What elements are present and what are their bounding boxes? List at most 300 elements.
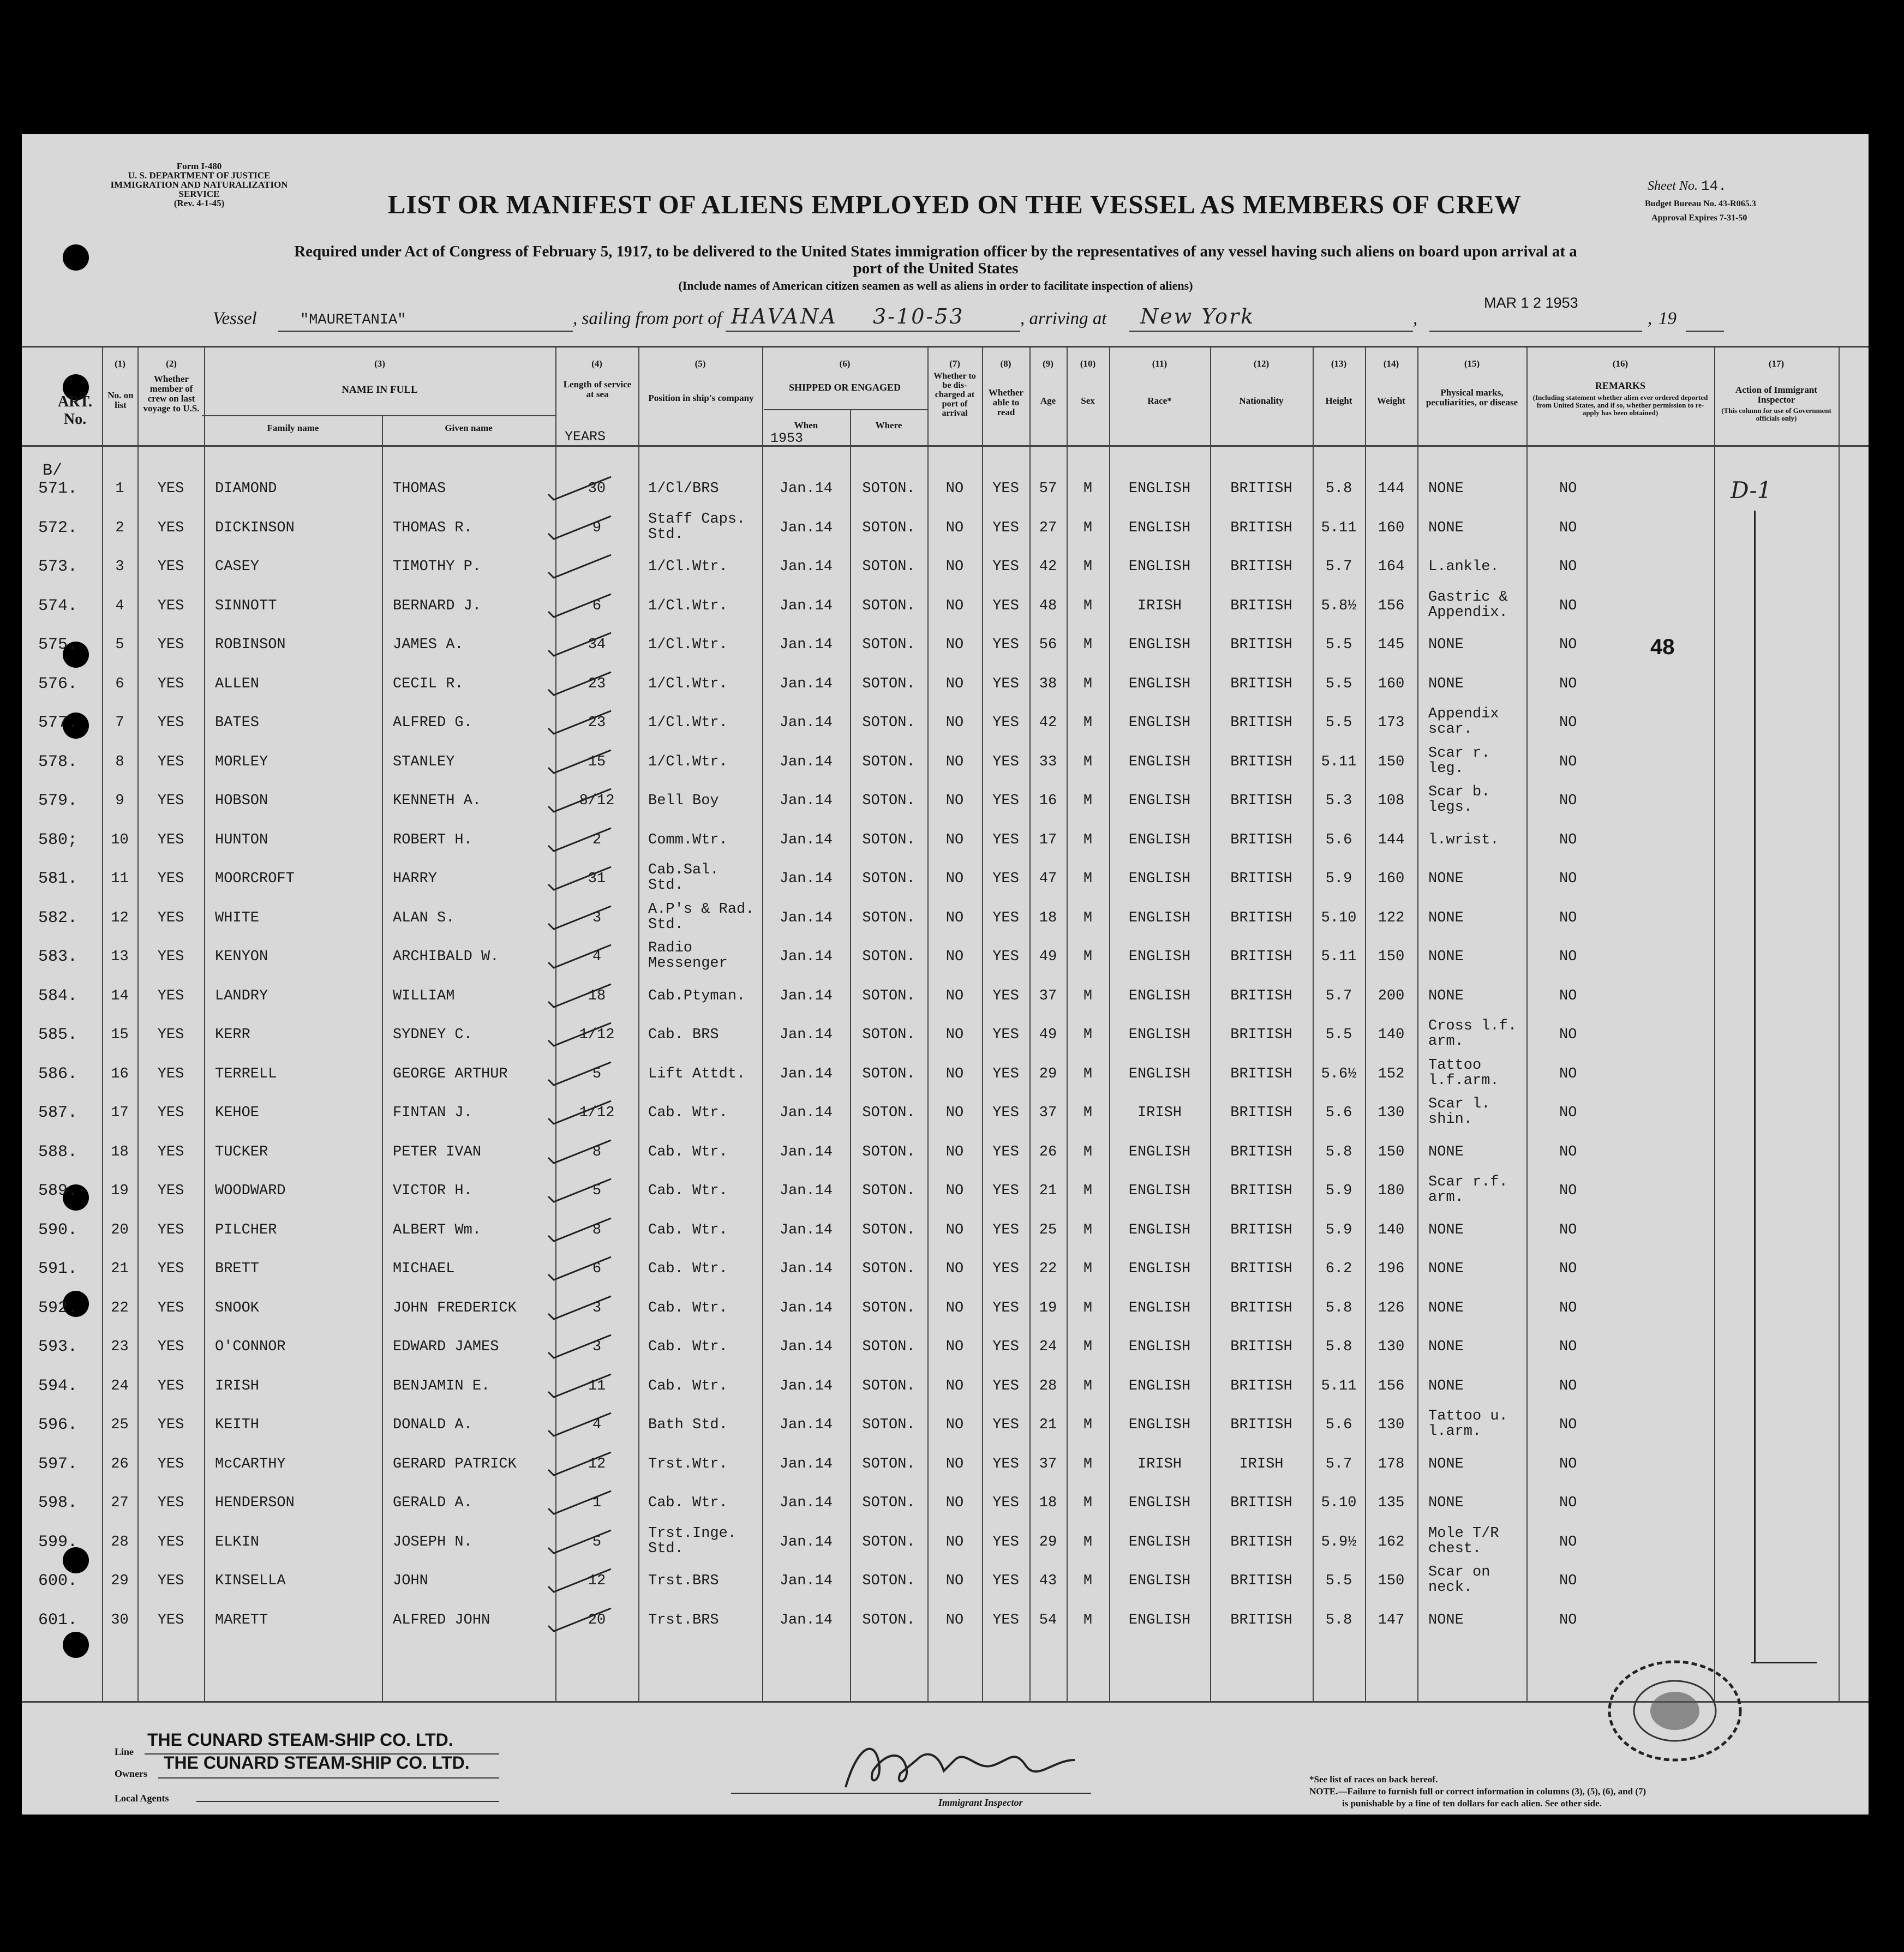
cell-pos: 1/Cl.Wtr. — [648, 715, 728, 731]
cell-dis: NO — [945, 1534, 964, 1550]
cell-where: SOTON. — [862, 1065, 915, 1082]
cell-no: 2 — [115, 519, 124, 536]
cell-no: 21 — [111, 1261, 129, 1277]
cell-wt: 150 — [1378, 1143, 1405, 1160]
cell-marks: Mole T/R chest. — [1428, 1525, 1499, 1557]
cell-dis: NO — [945, 715, 964, 731]
cell-where: SOTON. — [862, 1222, 915, 1238]
cell-svc: 18 — [588, 987, 606, 1004]
cell-family: KENYON — [215, 949, 268, 965]
header-able-to-read: Whether able to read — [988, 387, 1024, 417]
cell-family: O'CONNOR — [215, 1339, 286, 1355]
cell-age: 57 — [1039, 481, 1057, 497]
cell-pos: Trst.Wtr. — [648, 1456, 728, 1472]
cell-given: PETER IVAN — [393, 1143, 482, 1160]
cell-read: YES — [992, 1222, 1019, 1238]
cell-sex: M — [1083, 1261, 1093, 1277]
cell-ht: 5.8 — [1325, 481, 1352, 497]
cell-no: 1 — [115, 481, 124, 497]
cell-read: YES — [992, 909, 1019, 926]
cell-given: MICHAEL — [393, 1261, 455, 1277]
cell-given: WILLIAM — [393, 987, 455, 1004]
cell-family: MARETT — [215, 1612, 268, 1628]
cell-rem: NO — [1559, 675, 1577, 692]
cell-nat: BRITISH — [1230, 1378, 1292, 1394]
cell-no: 7 — [115, 715, 124, 731]
cell-svc: 5 — [592, 1183, 602, 1199]
race-note: *See list of races on back hereof. — [1309, 1774, 1438, 1785]
cell-where: SOTON. — [862, 519, 915, 536]
cell-rem: NO — [1559, 1495, 1577, 1511]
cell-no: 6 — [115, 675, 124, 692]
cell-ht: 5.6 — [1325, 1105, 1352, 1121]
cell-rem: NO — [1559, 1222, 1577, 1238]
cell-svc: 9 — [592, 519, 602, 536]
cell-family: MOORCROFT — [215, 871, 295, 887]
cell-race: ENGLISH — [1128, 793, 1191, 809]
cell-no: 16 — [111, 1065, 129, 1082]
cell-race: ENGLISH — [1128, 987, 1191, 1004]
check-mark-icon — [546, 590, 622, 622]
cell-rem: NO — [1559, 1261, 1577, 1277]
cell-rem: NO — [1559, 909, 1577, 926]
cell-given: SYDNEY C. — [393, 1027, 472, 1043]
cell-given: JAMES A. — [393, 637, 464, 653]
cell-marks: NONE — [1428, 1261, 1464, 1277]
cell-age: 28 — [1039, 1378, 1057, 1394]
cell-ht: 5.9 — [1325, 1222, 1352, 1238]
cell-sex: M — [1083, 1378, 1093, 1394]
cell-race: ENGLISH — [1128, 715, 1191, 731]
cell-prev: YES — [157, 1417, 184, 1433]
cell-no: 12 — [111, 909, 129, 926]
cell-when: Jan.14 — [779, 1612, 833, 1628]
cell-given: KENNETH A. — [393, 793, 482, 809]
cell-pos: Cab. Wtr. — [648, 1261, 728, 1277]
cell-read: YES — [992, 675, 1019, 692]
cell-art: 587. — [38, 1104, 78, 1122]
cell-pos: 1/Cl/BRS — [648, 481, 719, 497]
sailing-label: , sailing from port of — [573, 309, 722, 328]
cell-where: SOTON. — [862, 1105, 915, 1121]
cell-no: 23 — [111, 1339, 129, 1355]
check-mark-icon — [546, 1331, 622, 1363]
cell-read: YES — [992, 753, 1019, 770]
cell-svc: 6 — [592, 1261, 602, 1277]
cell-race: ENGLISH — [1128, 1183, 1191, 1199]
cell-sex: M — [1083, 831, 1093, 848]
cell-sex: M — [1083, 1573, 1093, 1589]
cell-svc: 2 — [592, 831, 602, 848]
header-where: Where — [875, 420, 902, 430]
sheet-label: Sheet No. — [1648, 179, 1698, 193]
cell-wt: 180 — [1378, 1183, 1405, 1199]
cell-sex: M — [1083, 559, 1093, 575]
cell-age: 24 — [1039, 1339, 1057, 1355]
cell-svc: 4 — [592, 949, 602, 965]
header-nationality: Nationality — [1239, 396, 1284, 406]
cell-prev: YES — [157, 949, 184, 965]
cell-svc: 8 — [592, 1143, 602, 1160]
cell-art: 592. — [38, 1298, 78, 1318]
cell-art: 597. — [38, 1454, 78, 1474]
cell-art: 573. — [38, 558, 78, 576]
cell-where: SOTON. — [862, 831, 915, 848]
cell-svc: 12 — [588, 1456, 606, 1472]
cell-family: ELKIN — [215, 1534, 260, 1550]
cell-art: 583. — [38, 948, 78, 966]
check-mark-icon — [546, 1019, 622, 1051]
cell-when: Jan.14 — [779, 987, 833, 1004]
cell-sex: M — [1083, 597, 1093, 614]
cell-age: 21 — [1039, 1183, 1057, 1199]
cell-art: 584. — [38, 986, 78, 1005]
cell-marks: NONE — [1428, 1612, 1464, 1628]
punch-hole — [63, 244, 89, 271]
cell-where: SOTON. — [862, 637, 915, 653]
cell-when: Jan.14 — [779, 793, 833, 809]
cell-rem: NO — [1559, 1065, 1577, 1082]
cell-when: Jan.14 — [779, 1183, 833, 1199]
cell-prev: YES — [157, 597, 184, 614]
owners-label: Owners — [115, 1768, 147, 1779]
cell-sex: M — [1083, 793, 1093, 809]
header-shipped-engaged: SHIPPED OR ENGAGED — [788, 382, 901, 393]
cell-rem: NO — [1559, 481, 1577, 497]
cell-marks: NONE — [1428, 675, 1464, 692]
cell-nat: BRITISH — [1230, 1573, 1292, 1589]
cell-when: Jan.14 — [779, 1573, 833, 1589]
cell-when: Jan.14 — [779, 481, 833, 497]
cell-rem: NO — [1559, 715, 1577, 731]
cell-ht: 5.6 — [1325, 831, 1352, 848]
cell-sex: M — [1083, 1143, 1093, 1160]
cell-rem: NO — [1559, 793, 1577, 809]
cell-rem: NO — [1559, 987, 1577, 1004]
cell-rem: NO — [1559, 637, 1577, 653]
cell-given: GERALD A. — [393, 1495, 472, 1511]
header-height: Height — [1325, 396, 1352, 406]
cell-sex: M — [1083, 1300, 1093, 1316]
cell-given: CECIL R. — [393, 675, 464, 692]
form-number: Form I-480 — [176, 161, 222, 171]
cell-race: ENGLISH — [1128, 871, 1191, 887]
cell-svc: 34 — [588, 637, 606, 653]
cell-prev: YES — [157, 1339, 184, 1355]
check-mark-icon — [546, 1370, 622, 1403]
cell-no: 13 — [111, 949, 129, 965]
sheet-value: 14. — [1701, 178, 1727, 194]
cell-read: YES — [992, 637, 1019, 653]
cell-nat: BRITISH — [1230, 753, 1292, 770]
cell-rem: NO — [1559, 1612, 1577, 1628]
cell-nat: BRITISH — [1230, 793, 1292, 809]
cell-art: 571. — [38, 480, 78, 498]
cell-art: 574. — [38, 596, 78, 615]
required-statement — [131, 243, 1740, 277]
cell-family: IRISH — [215, 1378, 260, 1394]
cell-family: BRETT — [215, 1261, 260, 1277]
cell-svc: 20 — [588, 1612, 606, 1628]
penalty-note: NOTE.—Failure to furnish full or correct information in columns (3), (5), (6), and (7) — [1309, 1786, 1646, 1797]
cell-dis: NO — [945, 871, 964, 887]
cell-dis: NO — [945, 949, 964, 965]
header-name-in-full: NAME IN FULL — [342, 384, 418, 396]
cell-art: 577. — [38, 714, 78, 732]
cell-family: ALLEN — [215, 675, 260, 692]
cell-svc: 15 — [588, 753, 606, 770]
check-mark-icon — [546, 706, 622, 739]
cell-rem: NO — [1559, 753, 1577, 770]
cell-when: Jan.14 — [779, 1417, 833, 1433]
cell-prev: YES — [157, 1143, 184, 1160]
cell-where: SOTON. — [862, 715, 915, 731]
cell-rem: NO — [1559, 597, 1577, 614]
cell-pos: A.P's & Rad. Std. — [648, 901, 755, 933]
cell-art: 596. — [38, 1416, 78, 1434]
sheet-number — [1648, 178, 1727, 194]
cell-prev: YES — [157, 1495, 184, 1511]
cell-marks: NONE — [1428, 909, 1464, 926]
cell-given: GERARD PATRICK — [393, 1456, 517, 1472]
cell-prev: YES — [157, 909, 184, 926]
cell-art: 601. — [38, 1610, 78, 1630]
header-family-name: Family name — [267, 423, 319, 433]
header-age: Age — [1040, 396, 1056, 406]
cell-family: LANDRY — [215, 987, 268, 1004]
cell-read: YES — [992, 1417, 1019, 1433]
cell-marks: NONE — [1428, 1378, 1464, 1394]
cell-wt: 144 — [1378, 831, 1405, 848]
cell-ht: 5.7 — [1325, 559, 1352, 575]
cell-age: 27 — [1039, 519, 1057, 536]
check-mark-icon — [546, 550, 622, 583]
cell-nat: BRITISH — [1230, 1534, 1292, 1550]
cell-wt: 160 — [1378, 519, 1405, 536]
check-mark-icon — [546, 824, 622, 857]
cell-dis: NO — [945, 1339, 964, 1355]
col-num: (8) — [1000, 358, 1011, 369]
cell-where: SOTON. — [862, 1027, 915, 1043]
cell-family: MORLEY — [215, 753, 268, 770]
cell-age: 38 — [1039, 675, 1057, 692]
cell-dis: NO — [945, 753, 964, 770]
col-num: (5) — [694, 358, 706, 369]
cell-race: ENGLISH — [1128, 559, 1191, 575]
cell-marks: NONE — [1428, 1495, 1464, 1511]
cell-wt: 150 — [1378, 1573, 1405, 1589]
cell-ht: 6.2 — [1325, 1261, 1352, 1277]
cell-given: ALAN S. — [393, 909, 455, 926]
cell-where: SOTON. — [862, 1573, 915, 1589]
cell-svc: 5 — [592, 1065, 602, 1082]
cell-nat: BRITISH — [1230, 1183, 1292, 1199]
cell-ht: 5.8 — [1325, 1143, 1352, 1160]
cell-dis: NO — [945, 909, 964, 926]
cell-race: ENGLISH — [1128, 949, 1191, 965]
cell-marks: Scar on neck. — [1428, 1564, 1490, 1596]
col-num: (7) — [949, 358, 960, 369]
arrival-stamp-date: MAR 1 2 1953 — [1484, 295, 1578, 311]
header-given-name: Given name — [445, 423, 493, 433]
cell-age: 29 — [1039, 1534, 1057, 1550]
cell-race: ENGLISH — [1128, 1143, 1191, 1160]
cell-read: YES — [992, 1065, 1019, 1082]
cell-marks: NONE — [1428, 1300, 1464, 1316]
header-when-year: 1953 — [770, 430, 804, 446]
col-num: (15) — [1464, 358, 1480, 369]
cell-marks: NONE — [1428, 1456, 1464, 1472]
cell-dis: NO — [945, 559, 964, 575]
col-num: (10) — [1080, 358, 1096, 369]
cell-read: YES — [992, 1378, 1019, 1394]
cell-svc: 5 — [592, 1534, 602, 1550]
art-prefix: B/ — [43, 462, 63, 480]
cell-wt: 200 — [1378, 987, 1405, 1004]
cell-nat: BRITISH — [1230, 637, 1292, 653]
check-mark-icon — [546, 1292, 622, 1325]
col-num: (2) — [166, 358, 177, 369]
check-mark-icon — [546, 902, 622, 935]
cell-rem: NO — [1559, 1339, 1577, 1355]
cell-dis: NO — [945, 793, 964, 809]
cell-marks: Scar b. legs. — [1428, 784, 1490, 816]
cell-given: TIMOTHY P. — [393, 559, 482, 575]
line-value: THE CUNARD STEAM-SHIP CO. LTD. — [147, 1730, 453, 1750]
cell-age: 42 — [1039, 715, 1057, 731]
cell-age: 19 — [1039, 1300, 1057, 1316]
cell-given: JOHN — [393, 1573, 428, 1589]
cell-race: ENGLISH — [1128, 481, 1191, 497]
cell-when: Jan.14 — [779, 1534, 833, 1550]
cell-marks: Cross l.f. arm. — [1428, 1018, 1517, 1050]
cell-svc: 31 — [588, 871, 606, 887]
cell-pos: 1/Cl.Wtr. — [648, 753, 728, 770]
cell-no: 27 — [111, 1495, 129, 1511]
col-num: (12) — [1253, 358, 1270, 369]
cell-race: ENGLISH — [1128, 519, 1191, 536]
cell-marks: Tattoo u. l.arm. — [1428, 1408, 1508, 1440]
cell-no: 15 — [111, 1027, 129, 1043]
check-mark-icon — [546, 1175, 622, 1207]
cell-where: SOTON. — [862, 559, 915, 575]
revision: (Rev. 4-1-45) — [173, 198, 225, 208]
cell-race: ENGLISH — [1128, 675, 1191, 692]
sailing-port: HAVANA — [731, 304, 838, 328]
cell-dis: NO — [945, 1573, 964, 1589]
cell-race: ENGLISH — [1128, 1065, 1191, 1082]
cell-nat: BRITISH — [1230, 1027, 1292, 1043]
cell-where: SOTON. — [862, 909, 915, 926]
cell-given: ARCHIBALD W. — [393, 949, 499, 965]
cell-art: 576. — [38, 674, 78, 693]
cell-prev: YES — [157, 1105, 184, 1121]
include-note: (Include names of American citizen seamen as well as aliens in order to facilitate inspection of aliens) — [678, 279, 1193, 292]
cell-when: Jan.14 — [779, 637, 833, 653]
cell-age: 49 — [1039, 949, 1057, 965]
cell-sex: M — [1083, 1612, 1093, 1628]
cell-family: KEITH — [215, 1417, 260, 1433]
cell-read: YES — [992, 987, 1019, 1004]
cell-marks: NONE — [1428, 949, 1464, 965]
check-mark-icon — [546, 980, 622, 1013]
cell-ht: 5.5 — [1325, 715, 1352, 731]
cell-wt: 164 — [1378, 559, 1405, 575]
cell-ht: 5.7 — [1325, 1456, 1352, 1472]
cell-where: SOTON. — [862, 987, 915, 1004]
cell-no: 5 — [115, 637, 124, 653]
cell-race: ENGLISH — [1128, 1495, 1191, 1511]
cell-svc: 3 — [592, 1300, 602, 1316]
cell-race: ENGLISH — [1128, 909, 1191, 926]
cell-family: WHITE — [215, 909, 260, 926]
cell-prev: YES — [157, 987, 184, 1004]
cell-pos: 1/Cl.Wtr. — [648, 559, 728, 575]
cell-race: ENGLISH — [1128, 831, 1191, 848]
arriving-label: , arriving at — [1020, 309, 1107, 328]
check-mark-icon — [546, 628, 622, 661]
cell-marks: l.wrist. — [1428, 831, 1499, 848]
cell-nat: BRITISH — [1230, 715, 1292, 731]
cell-when: Jan.14 — [779, 1143, 833, 1160]
cell-prev: YES — [157, 831, 184, 848]
cell-given: GEORGE ARTHUR — [393, 1065, 508, 1082]
cell-when: Jan.14 — [779, 675, 833, 692]
cell-dis: NO — [945, 1027, 964, 1043]
cell-no: 17 — [111, 1105, 129, 1121]
cell-age: 17 — [1039, 831, 1057, 848]
cell-age: 18 — [1039, 1495, 1057, 1511]
cell-dis: NO — [945, 519, 964, 536]
cell-no: 24 — [111, 1378, 129, 1394]
cell-family: CASEY — [215, 559, 260, 575]
cell-nat: BRITISH — [1230, 559, 1292, 575]
cell-age: 25 — [1039, 1222, 1057, 1238]
cell-family: WOODWARD — [215, 1183, 286, 1199]
cell-ht: 5.3 — [1325, 793, 1352, 809]
cell-prev: YES — [157, 871, 184, 887]
cell-no: 11 — [111, 871, 129, 887]
col-num: (3) — [374, 358, 385, 369]
cell-given: HARRY — [393, 871, 438, 887]
cell-sex: M — [1083, 1456, 1093, 1472]
cell-rem: NO — [1559, 1573, 1577, 1589]
header-physical-marks: Physical marks, peculiarities, or disease — [1426, 387, 1518, 408]
cell-family: HOBSON — [215, 793, 268, 809]
cell-wt: 150 — [1378, 753, 1405, 770]
cell-where: SOTON. — [862, 481, 915, 497]
cell-ht: 5.5 — [1325, 1573, 1352, 1589]
cell-nat: BRITISH — [1230, 675, 1292, 692]
year-label: 19 — [1658, 309, 1677, 328]
count-annotation: 48 — [1650, 635, 1675, 659]
cell-where: SOTON. — [862, 1378, 915, 1394]
header-weight: Weight — [1377, 396, 1405, 406]
cell-dis: NO — [945, 831, 964, 848]
cell-when: Jan.14 — [779, 909, 833, 926]
header-no-on-list: No. on list — [107, 390, 134, 410]
cell-ht: 5.6 — [1325, 1417, 1352, 1433]
cell-rem: NO — [1559, 1027, 1577, 1043]
cell-given: JOHN FREDERICK — [393, 1300, 517, 1316]
header-when: When — [794, 420, 818, 430]
cell-when: Jan.14 — [779, 871, 833, 887]
header-race: Race* — [1147, 396, 1172, 406]
check-mark-icon — [546, 1487, 622, 1519]
header-length-of-service: Length of service at sea — [563, 379, 632, 399]
cell-ht: 5.11 — [1321, 753, 1357, 770]
cell-marks: NONE — [1428, 1143, 1464, 1160]
